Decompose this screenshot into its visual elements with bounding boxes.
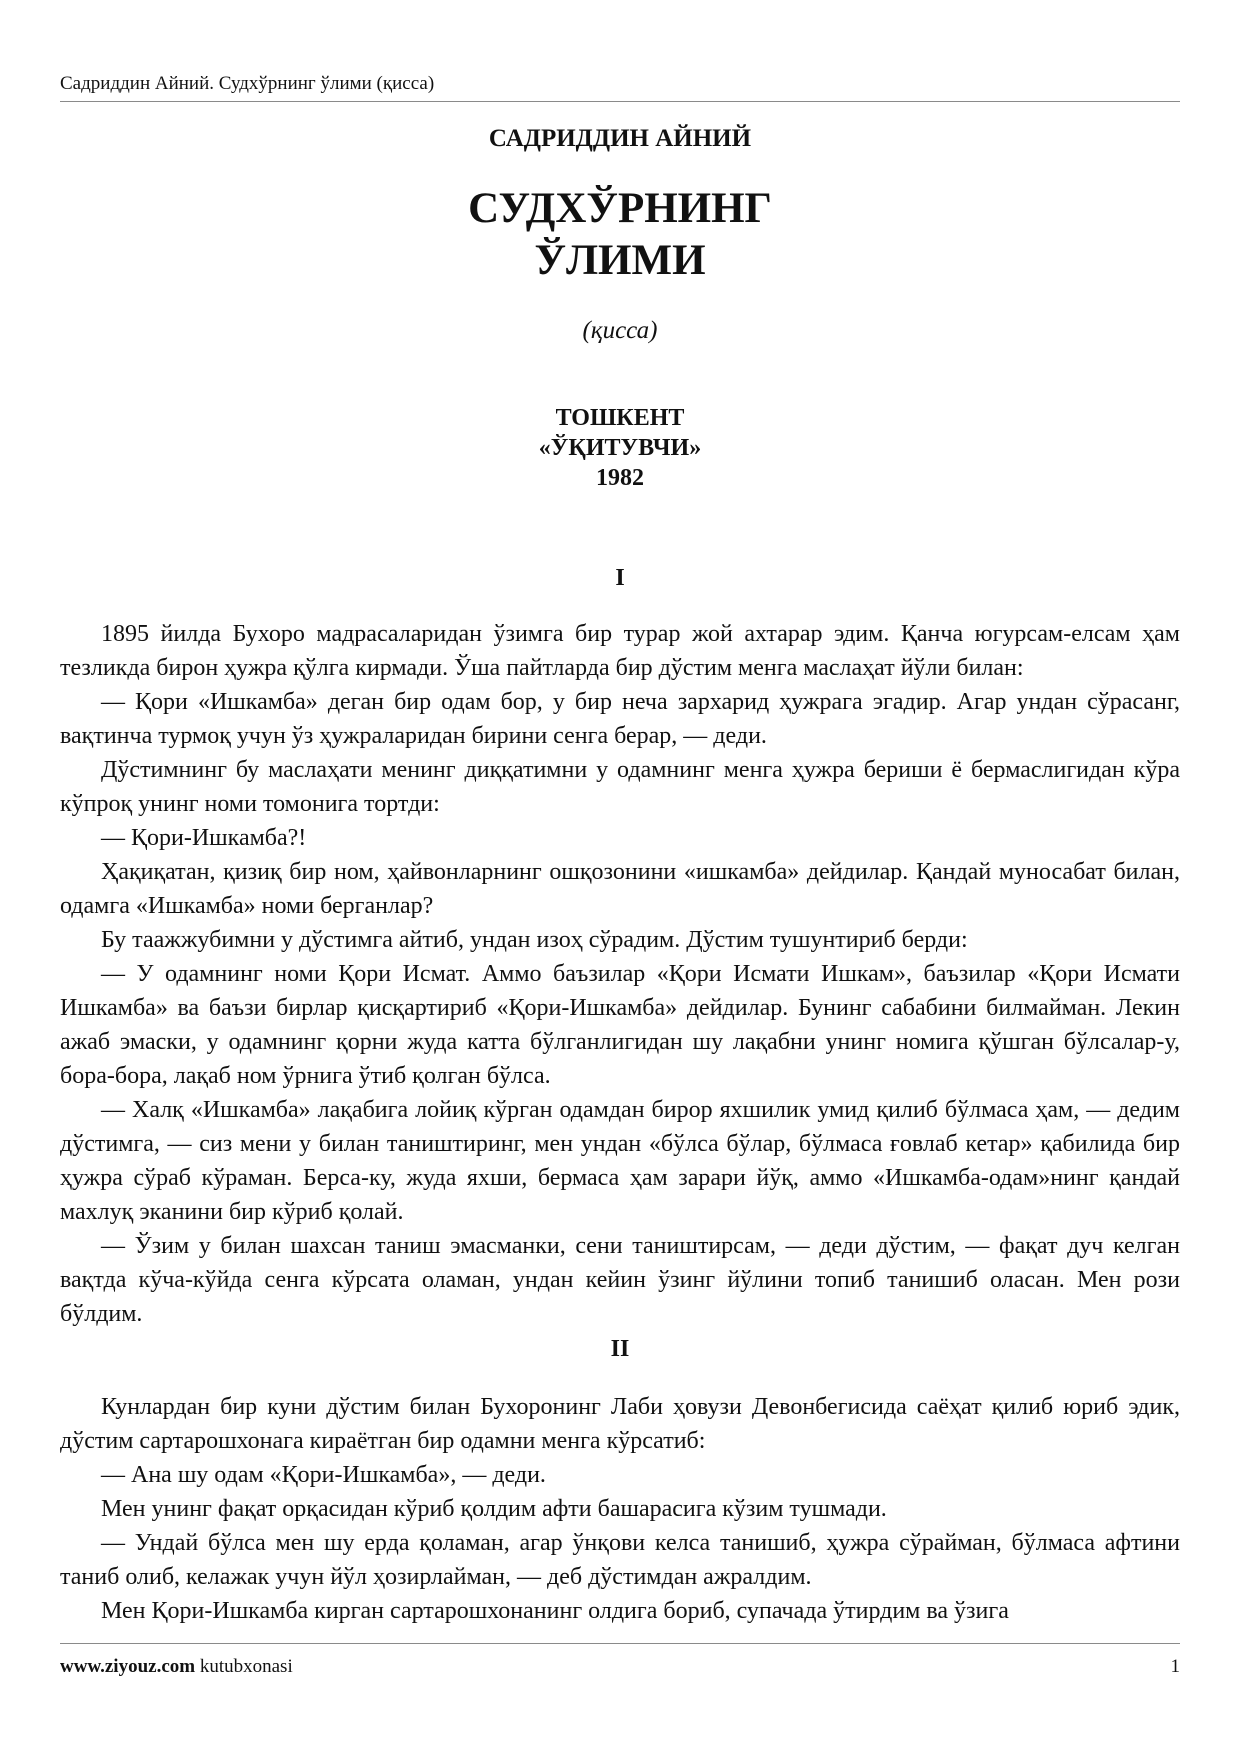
paragraph: Ҳақиқатан, қизиқ бир ном, ҳайвонларнинг ошқозонини «ишкамба» дейдилар. Қандай муносабат билан, одамга «Ишкамба» номи берганлар? — [60, 859, 1180, 919]
chapter-heading-2: II — [610, 1336, 630, 1362]
book-title-line-1: СУДХЎРНИНГ — [468, 185, 772, 232]
paragraph: — Қори-Ишкамба?! — [101, 825, 307, 851]
imprint-year: 1982 — [596, 465, 644, 491]
paragraph: — У одамнинг номи Қори Исмат. Аммо баъзилар «Қори Исмати Ишкам», баъзилар «Қори Исмати Ишкамба» ва баъзи бирлар қисқартириб «Қори-Ишкамба» дейдилар. Бунинг сабабини билмайман. Лекин ажаб эмаски, у одамнинг қорни жуда катта бўлганлигидан шу лақабни унинг номига қўшган бўлсалар-у, бора-бора, лақаб ном ўрнига ўтиб қолган бўлса. — [60, 961, 1180, 1089]
genre-label: (қисса) — [582, 317, 658, 344]
paragraph: Бу таажжубимни у дўстимга айтиб, ундан изоҳ сўрадим. Дўстим тушунтириб берди: — [101, 927, 968, 953]
author-name: САДРИДДИН АЙНИЙ — [488, 125, 752, 152]
footer-rule — [60, 1643, 1180, 1644]
imprint-publisher: «ЎҚИТУВЧИ» — [538, 435, 702, 461]
paragraph: 1895 йилда Бухоро мадрасаларидан ўзимга бир турар жой ахтарар эдим. Қанча югурсам-елсам ҳам тезликда бирон ҳужра қўлга кирмади. Ўша пайтларда бир дўстим менга маслаҳат йўли билан: — [60, 621, 1180, 681]
paragraph: — Ўзим у билан шахсан таниш эмасманки, сени таништирсам, — деди дўстим, — фақат дуч келган вақтда кўча-кўйда сенга кўрсата оламан, ундан кейин ўзинг йўлини топиб танишиб оласан. Мен рози бўлдим. — [60, 1233, 1180, 1327]
imprint — [60, 403, 1180, 493]
paragraph: — Қори «Ишкамба» деган бир одам бор, у бир неча зархарид ҳужрага эгадир. Агар ундан сўрасанг, вақтинча турмоқ учун ўз ҳужраларидан бирини сенга берар, — деди. — [60, 689, 1180, 749]
paragraph: — Халқ «Ишкамба» лақабига лойиқ кўрган одамдан бирор яхшилик умид қилиб бўлмаса ҳам, — дедим дўстимга, — сиз мени у билан таништиринг, мен ундан «бўлса бўлар, бўлмаса ғовлаб кетар» қабилида бир ҳужра сўраб кўраман. Берса-ку, жуда яхши, бермаса ҳам зарари йўқ, аммо «Ишкамба-одам»нинг қандай махлуқ эканини бир кўриб қолай. — [60, 1097, 1180, 1225]
paragraph: — Ана шу одам «Қори-Ишкамба», — деди. — [101, 1462, 546, 1488]
footer-site-suffix: kutubxonasi — [195, 1656, 293, 1677]
footer-site-link[interactable]: www.ziyouz.com — [60, 1656, 196, 1677]
running-header: Садриддин Айний. Судхўрнинг ўлими (қисса) — [60, 73, 435, 94]
page-number: 1 — [1170, 1656, 1180, 1677]
imprint-city: ТОШКЕНТ — [555, 405, 685, 431]
paragraph: Мен Қори-Ишкамба кирган сартарошхонанинг олдига бориб, супачада ўтирдим ва ўзига — [101, 1598, 1009, 1624]
book-title — [60, 183, 1180, 287]
chapter-1-text — [60, 617, 1180, 1331]
paragraph: Кунлардан бир куни дўстим билан Бухоронинг Лаби ҳовузи Девонбегисида саёҳат қилиб юриб эдик, дўстим сартарошхонага кираётган бир одамни менга кўрсатиб: — [60, 1394, 1180, 1454]
book-title-line-2: ЎЛИМИ — [534, 237, 706, 284]
header-rule — [60, 101, 1180, 102]
chapter-heading-1: I — [615, 565, 625, 591]
paragraph: Дўстимнинг бу маслаҳати менинг диққатимни у одамнинг менга ҳужра бериши ё бермаслигидан кўра кўпроқ унинг номи томонига тортди: — [60, 757, 1180, 817]
paragraph: Мен унинг фақат орқасидан кўриб қолдим афти башарасига кўзим тушмади. — [101, 1496, 887, 1522]
page-footer — [60, 1655, 1180, 1679]
paragraph: — Ундай бўлса мен шу ерда қоламан, агар ўнқови келса танишиб, ҳужра сўрайман, бўлмаса афтини таниб олиб, келажак учун йўл ҳозирлайман, — деб дўстимдан ажралдим. — [60, 1530, 1180, 1590]
chapter-2-text — [60, 1390, 1180, 1628]
